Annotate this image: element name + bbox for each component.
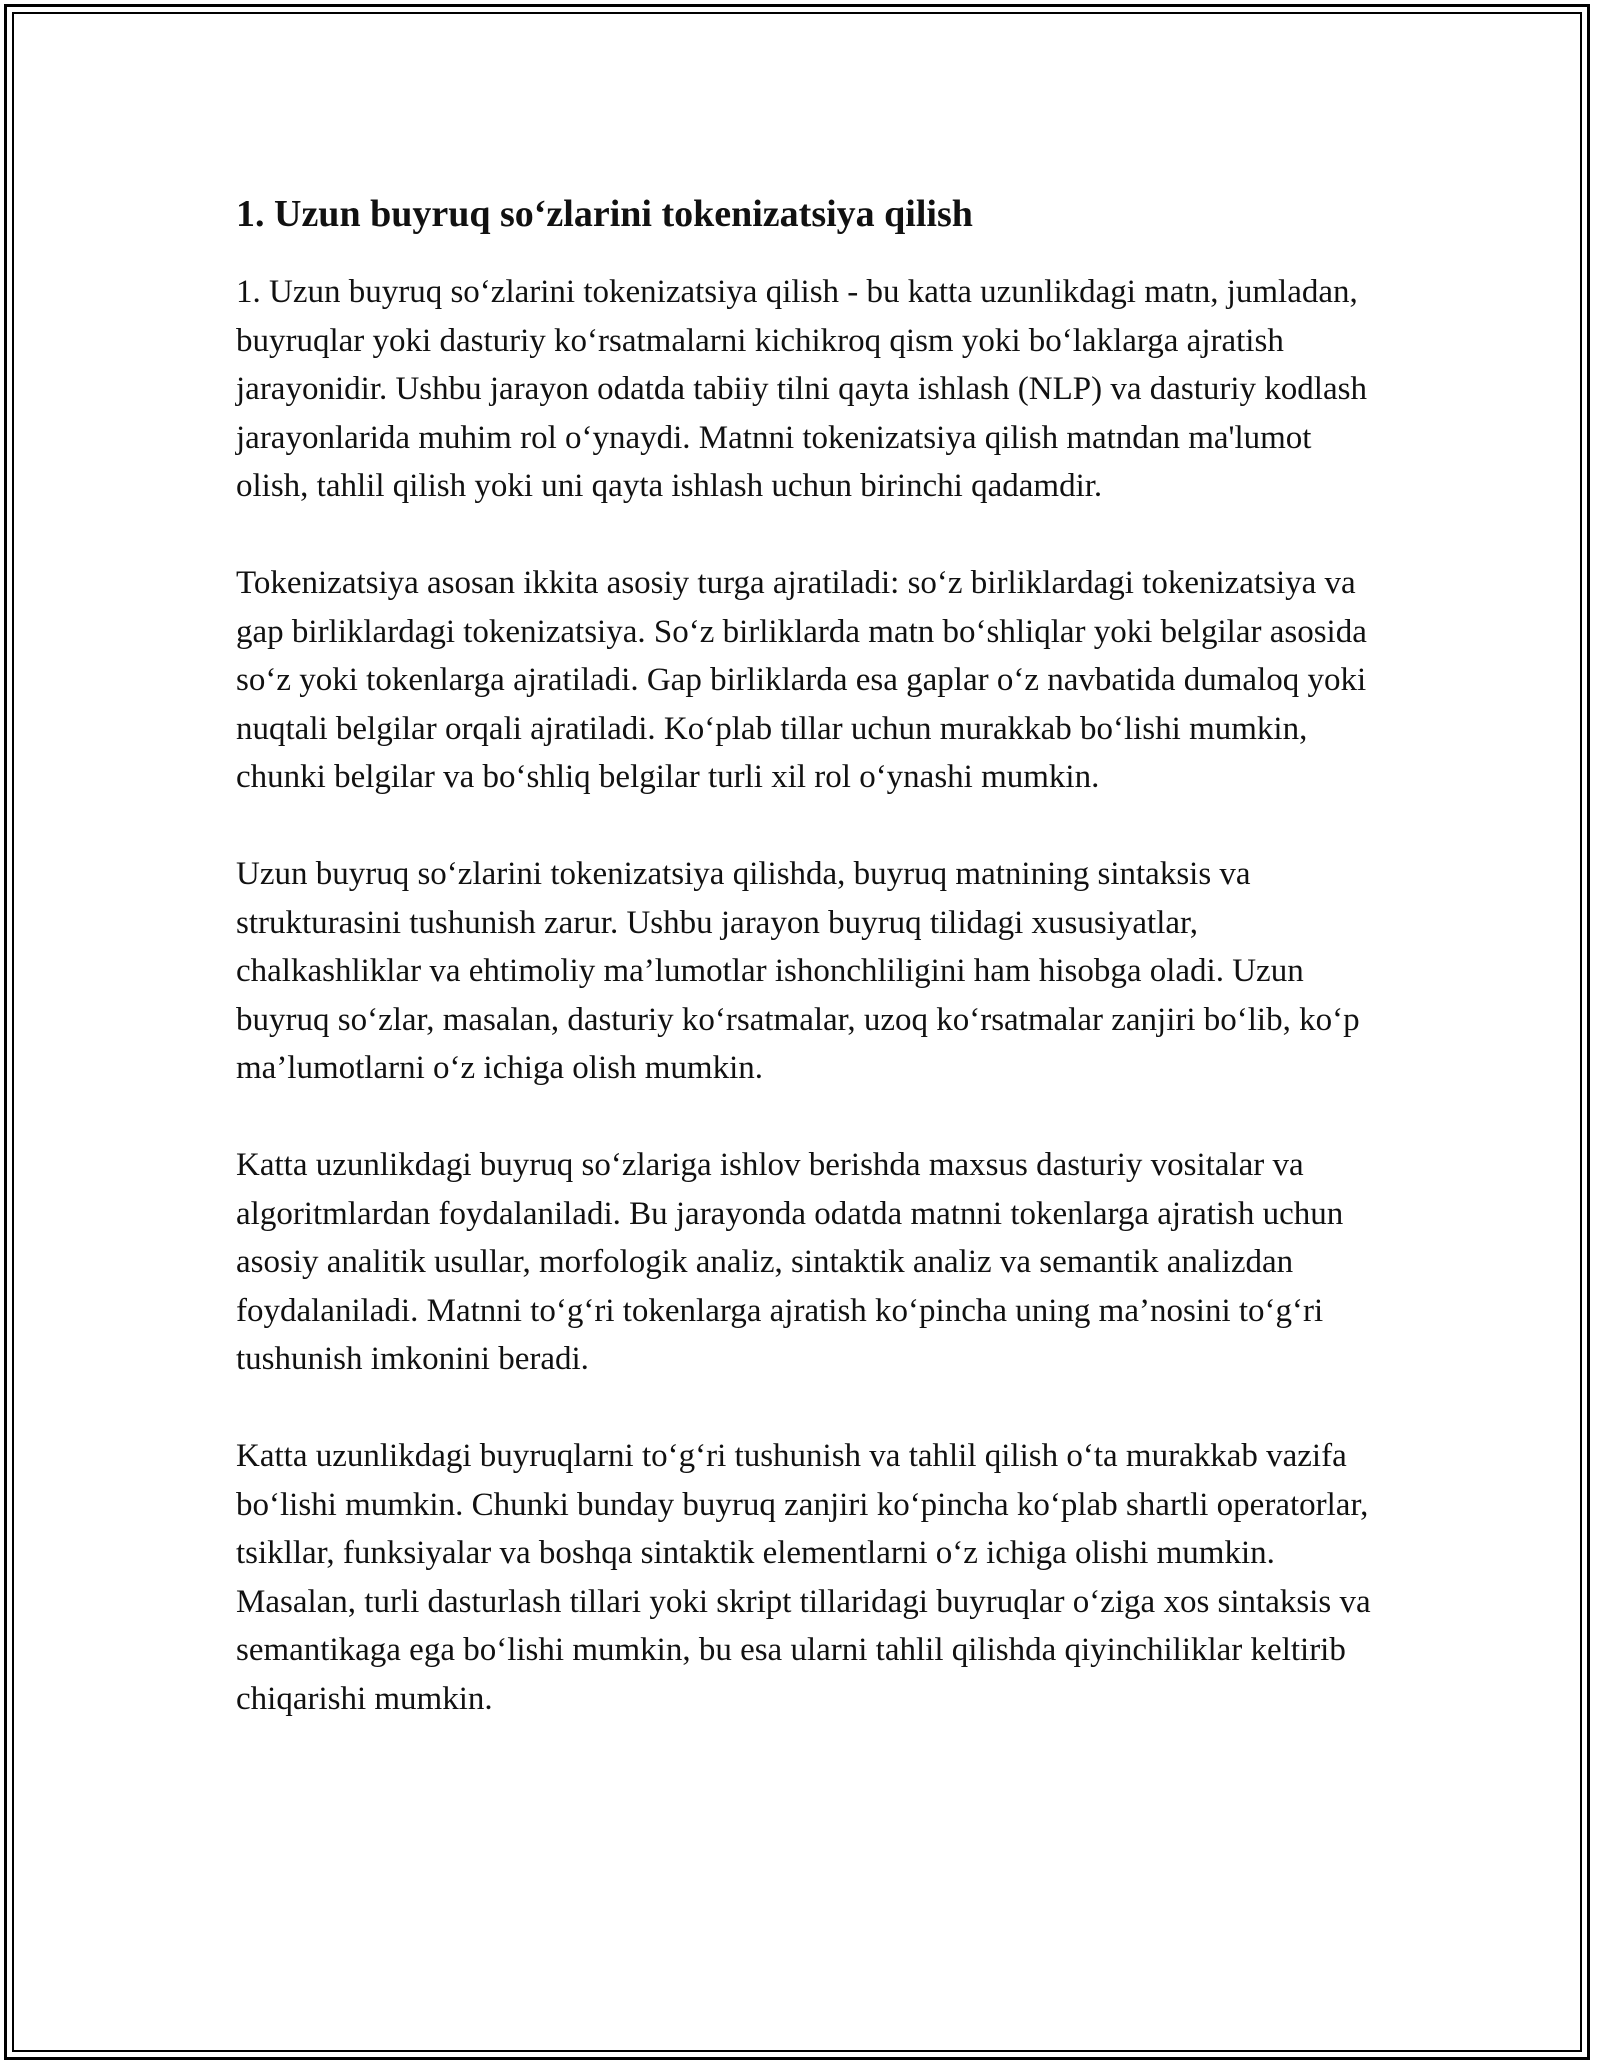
document-title: 1. Uzun buyruq so‘zlarini tokenizatsiya qilish bbox=[236, 193, 973, 235]
paragraph-1: 1. Uzun buyruq so‘zlarini tokenizatsiya qilish - bu katta uzunlikdagi matn, jumladan, buyruqlar yoki dasturiy ko‘rsatmalarni kichikroq qism yoki bo‘laklarga ajratish jarayonidir. Ushbu jarayon odatda tabiiy tilni qayta ishlash (NLP) va dasturiy kodlash jarayonlarida muhim rol o‘ynaydi. Matnni tokenizatsiya qilish matndan ma'lumot olish, tahlil qilish yoki uni qayta ishlash uchun birinchi qadamdir. bbox=[236, 274, 1367, 504]
document-body bbox=[236, 186, 1376, 1772]
paragraph-4: Katta uzunlikdagi buyruq so‘zlariga ishlov berishda maxsus dasturiy vositalar va algoritmlardan foydalaniladi. Bu jarayonda odatda matnni tokenlarga ajratish uchun asosiy analitik usullar, morfologik analiz, sintaktik analiz va semantik analizdan foydalaniladi. Matnni to‘g‘ri tokenlarga ajratish ko‘pincha uning ma’nosini to‘g‘ri tushunish imkonini beradi. bbox=[236, 1147, 1344, 1377]
paragraph-3: Uzun buyruq so‘zlarini tokenizatsiya qilishda, buyruq matnining sintaksis va strukturasini tushunish zarur. Ushbu jarayon buyruq tilidagi xususiyatlar, chalkashliklar va ehtimoliy ma’lumotlar ishonchliligini ham hisobga oladi. Uzun buyruq so‘zlar, masalan, dasturiy ko‘rsatmalar, uzoq ko‘rsatmalar zanjiri bo‘lib, ko‘p ma’lumotlarni o‘z ichiga olish mumkin. bbox=[236, 856, 1360, 1086]
paragraph-5: Katta uzunlikdagi buyruqlarni to‘g‘ri tushunish va tahlil qilish o‘ta murakkab vazifa bo‘lishi mumkin. Chunki bunday buyruq zanjiri ko‘pincha ko‘plab shartli operatorlar, tsikllar, funksiyalar va boshqa sintaktik elementlarni o‘z ichiga olishi mumkin. Masalan, turli dasturlash tillari yoki skript tillaridagi buyruqlar o‘ziga xos sintaksis va semantikaga ega bo‘lishi mumkin, bu esa ularni tahlil qilishda qiyinchiliklar keltirib chiqarishi mumkin. bbox=[236, 1438, 1371, 1717]
paragraph-2: Tokenizatsiya asosan ikkita asosiy turga ajratiladi: so‘z birliklardagi tokenizatsiya va gap birliklardagi tokenizatsiya. So‘z birliklarda matn bo‘shliqlar yoki belgilar asosida so‘z yoki tokenlarga ajratiladi. Gap birliklarda esa gaplar o‘z navbatida dumaloq yoki nuqtali belgilar orqali ajratiladi. Ko‘plab tillar uchun murakkab bo‘lishi mumkin, chunki belgilar va bo‘shliq belgilar turli xil rol o‘ynashi mumkin. bbox=[236, 565, 1367, 795]
